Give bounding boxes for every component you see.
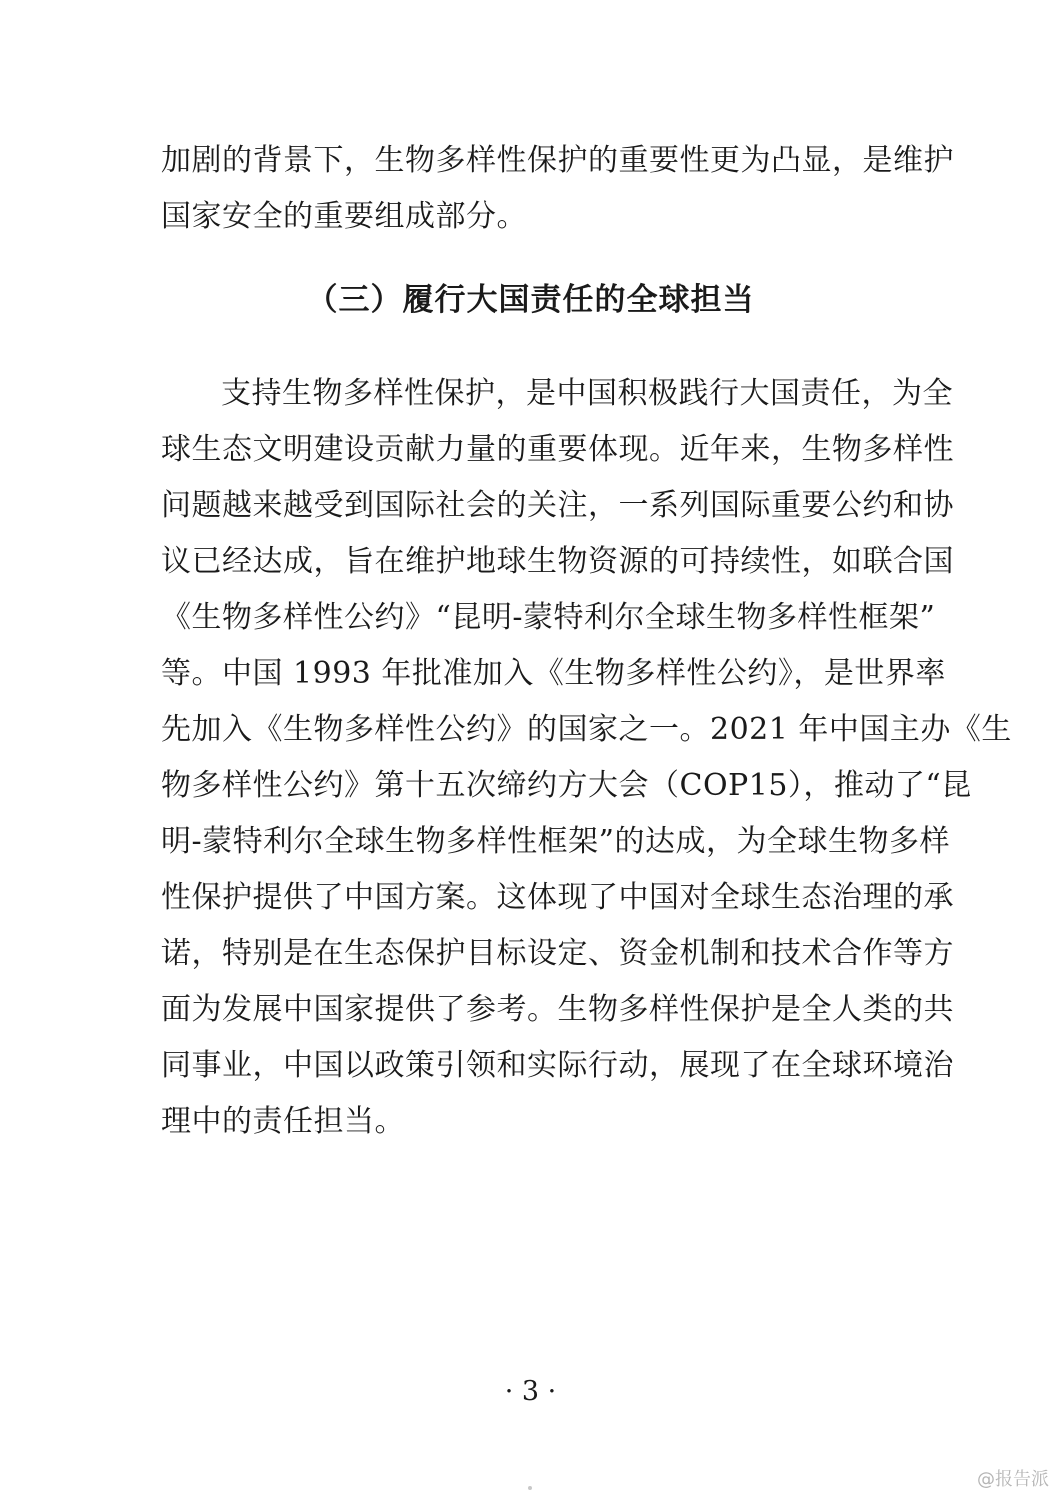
section-heading: （三）履行大国责任的全球担当 <box>306 282 755 318</box>
paragraph-line: 物多样性公约》第十五次缔约方大会（COP15），推动了“昆 <box>161 768 972 803</box>
paragraph-line: 理中的责任担当。 <box>161 1104 405 1139</box>
decorative-dot <box>528 1486 532 1490</box>
paragraph-line: 议已经达成，旨在维护地球生物资源的可持续性，如联合国 <box>161 544 954 579</box>
paragraph-line: 问题越来越受到国际社会的关注，一系列国际重要公约和协 <box>161 488 954 523</box>
paragraph-line: 先加入《生物多样性公约》的国家之一。2021 年中国主办《生 <box>161 712 1012 747</box>
paragraph-line: 球生态文明建设贡献力量的重要体现。近年来，生物多样性 <box>161 432 954 467</box>
paragraph-line: 支持生物多样性保护，是中国积极践行大国责任，为全 <box>221 376 953 411</box>
watermark-text: @报告派 <box>977 1469 1049 1490</box>
paragraph-line: 面为发展中国家提供了参考。生物多样性保护是全人类的共 <box>161 992 954 1027</box>
paragraph-line: 等。中国 1993 年批准加入《生物多样性公约》，是世界率 <box>161 656 946 691</box>
page-number: · 3 · <box>504 1376 557 1407</box>
paragraph-line: 性保护提供了中国方案。这体现了中国对全球生态治理的承 <box>161 880 954 915</box>
paragraph-line: 国家安全的重要组成部分。 <box>161 199 527 234</box>
paragraph-line: 加剧的背景下，生物多样性保护的重要性更为凸显，是维护 <box>161 143 954 178</box>
paragraph-line: 《生物多样性公约》“昆明-蒙特利尔全球生物多样性框架” <box>161 600 936 635</box>
paragraph-line: 同事业，中国以政策引领和实际行动，展现了在全球环境治 <box>161 1048 954 1083</box>
paragraph-line: 诺，特别是在生态保护目标设定、资金机制和技术合作等方 <box>161 936 954 971</box>
paragraph-line: 明-蒙特利尔全球生物多样性框架”的达成，为全球生物多样 <box>161 824 950 859</box>
